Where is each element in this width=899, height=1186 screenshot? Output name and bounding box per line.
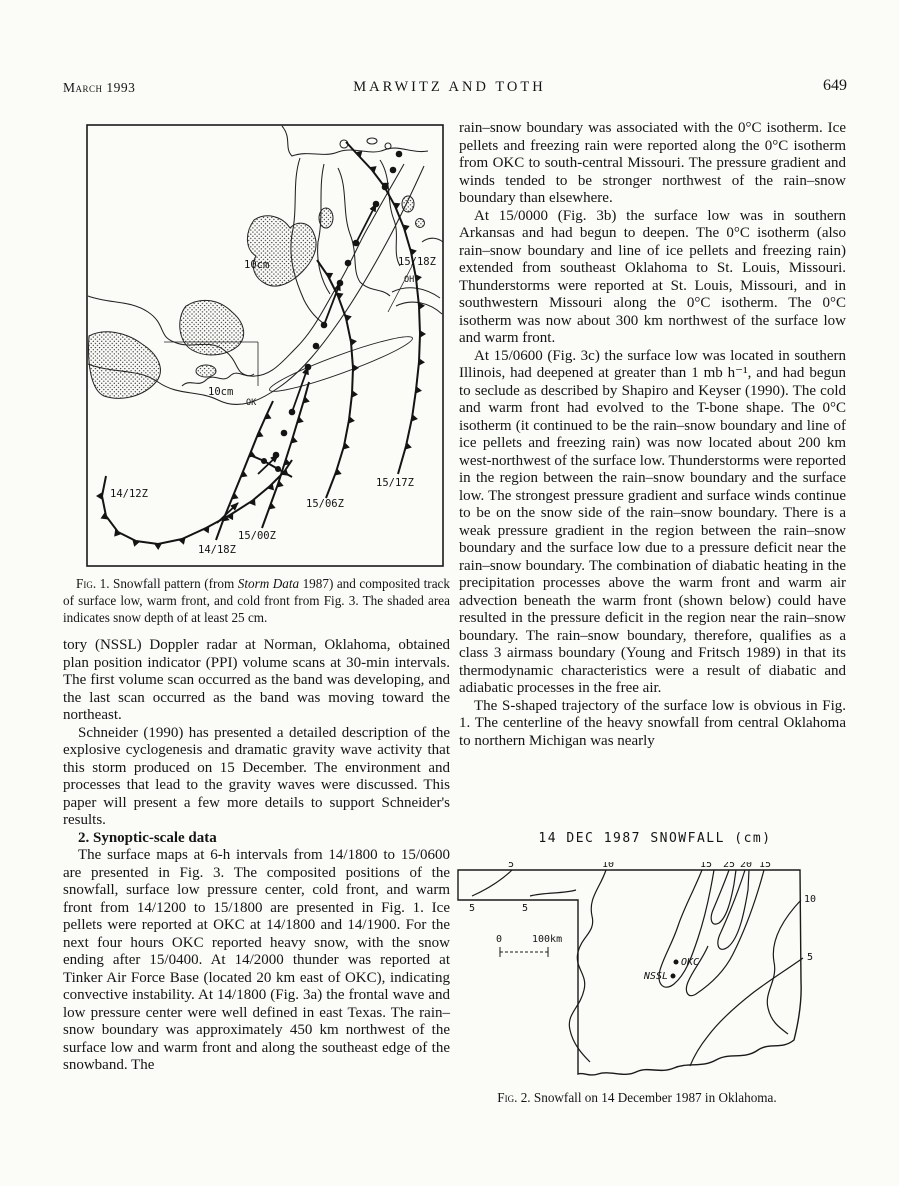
station-dot-nssl <box>671 974 676 979</box>
front-time-label: 15/17Z <box>376 477 414 489</box>
body-paragraph: Schneider (1990) has presented a detailed description of the explosive cyclogenesis and dramatic gravity wave activity that this storm produced on 15 December. The environment and processes that lead to the gravity waves were discussed. This paper will present a few more details to support Schneider's results. <box>63 724 450 828</box>
body-paragraph: At 15/0000 (Fig. 3b) the surface low was in southern Arkansas and had begun to deepen. The 0°C isotherm (also rain–snow boundary and line of ice pellets and freezing rain) extended from southeast Oklahoma to St. Louis, Missouri. Thunderstorms were reported at St. Louis, Missouri, and in southwestern Missouri along the 0°C isotherm. The 0°C isotherm was now about 300 km northwest of the surface low and warm front. <box>459 207 846 346</box>
header-running-title: MARWITZ AND TOTH <box>353 79 546 95</box>
contour-label: 5 <box>807 952 814 963</box>
contour-5 <box>530 890 576 896</box>
contour-label: 10 <box>804 894 817 905</box>
snow-shaded-area <box>89 196 425 398</box>
state-label-oh: OH <box>404 275 415 285</box>
state-label-ok: OK <box>246 398 257 408</box>
figure1-caption-label: Fig. 1. <box>76 576 110 591</box>
contour-label: 5 <box>469 903 476 914</box>
front-time-label: 15/06Z <box>306 498 344 510</box>
right-column <box>459 120 846 750</box>
contour-label: 20 <box>740 862 753 870</box>
contour-15 <box>686 870 764 996</box>
figure1-labels <box>110 256 436 556</box>
label-leader-line <box>388 266 415 312</box>
figure1-caption-text: 1987) and composited track of surface low, warm front, and cold front from Fig. 3. The shaded area indicates snow depth of at least 25 cm. <box>63 576 450 625</box>
figure2-title: 14 DEC 1987 SNOWFALL (cm) <box>538 831 772 846</box>
body-paragraph: The surface maps at 6-h intervals from 14/1800 to 15/0600 are presented in Fig. 3. The composited positions of the snowfall, surface low pressure center, cold front, and warm front from 14/1200 to 15/1800 are presented in Fig. 1. Ice pellets were reported at OKC at 14/1800 and 14/1900. For the next four hours OKC reported heavy snow, with the snow ending after 15/0400. At 14/2000 thunder was reported at Tinker Air Force Base (located 20 km east of OKC), indicating convective instability. At 14/1800 (Fig. 3a) the frontal wave and low pressure center were well defined in east Texas. The rain–snow boundary was approximately 450 km northwest of the surface low and warm front and along the southeast edge of the snowband. The <box>63 847 450 1073</box>
oklahoma-outline <box>458 870 801 1075</box>
figure2-caption <box>437 1090 837 1106</box>
snow-depth-label: 10cm <box>208 386 234 398</box>
figure1-caption-source: Storm Data <box>237 576 300 591</box>
body-paragraph: tory (NSSL) Doppler radar at Norman, Oklahoma, obtained plan position indicator (PPI) volume scans at 30-min intervals. The first volume scan occurred as the band was developing, and the last scan occurred as the band was moving toward the northeast. <box>63 637 450 723</box>
body-paragraph: rain–snow boundary was associated with the 0°C isotherm. Ice pellets and freezing rain were reported along the 0°C isotherm from OKC to south-central Missouri. The pressure gradient and winds tended to be stronger northwest of the rain–snow boundary than elsewhere. <box>459 120 846 206</box>
figure1-svg <box>86 124 444 567</box>
body-paragraph: The S-shaped trajectory of the surface low is obvious in Fig. 1. The centerline of the heavy snowfall from central Oklahoma to northern Michigan was nearly <box>459 697 846 749</box>
figure2-labels <box>469 862 816 982</box>
contour-5 <box>472 870 512 896</box>
body-paragraph: At 15/0600 (Fig. 3c) the surface low was located in southern Illinois, had deepened at greater than 1 mb h⁻¹, and had begun to seclude as described by Shapiro and Keyser (1990). The cold and warm front had evolved to the T-bone shape. The 0°C isotherm (it continued to be the rain–snow boundary and line of ice pellets and freezing rain) was now located about 200 km west-northwest of the surface low. Thunderstorms were reported in the region between the rain–snow boundary and the surface low. The strongest pressure gradient and surface winds continue to be on the snow side of the rain–snow boundary. There is a weak pressure gradient in the region between the rain–snow boundary and the surface low due to a pressure deficit near the rain–snow boundary. The combination of diabatic heating in the precipitation processes above the warm front and warm air advection beneath the warm front (shown below) could have resulted in the pressure deficit in the region near the rain–snow boundary. The rain–snow boundary, therefore, qualifies as a class 3 airmass boundary (Young and Fritsch 1989) in that its thermodynamic characteristics were a result of diabatic and adiabatic processes in the free air. <box>459 347 846 696</box>
front-time-label: 14/12Z <box>110 488 148 500</box>
contour-10 <box>767 900 801 1034</box>
figure1-caption-text: Snowfall pattern (from <box>109 576 238 591</box>
station-label-nssl: NSSL <box>643 971 668 982</box>
front-time-label: 15/00Z <box>238 530 276 542</box>
contour-label: 5 <box>522 903 529 914</box>
station-dot-okc <box>674 960 679 965</box>
contour-label: 25 <box>723 862 736 870</box>
contour-20 <box>718 870 749 949</box>
header-page-number: 649 <box>823 77 847 94</box>
cold-front-15-17z <box>346 142 420 474</box>
contour-5 <box>690 958 803 1066</box>
front-time-label: 14/18Z <box>198 544 236 556</box>
figure2-svg <box>452 862 862 1082</box>
figure2-map <box>452 862 862 1082</box>
contour-25 <box>711 870 736 924</box>
figure1-caption <box>63 575 450 626</box>
contour-label: 10 <box>602 862 615 870</box>
header-issue-date: March 1993 <box>63 80 136 95</box>
section-heading: 2. Synoptic-scale data <box>78 829 217 846</box>
scale-bar <box>500 947 548 957</box>
contour-15 <box>659 870 714 987</box>
contour-label: 15 <box>759 862 772 870</box>
low-track-dots <box>261 151 402 472</box>
contour-label: 5 <box>508 862 515 870</box>
cold-front-lines <box>102 142 420 544</box>
station-label-okc: OKC <box>681 957 700 968</box>
snow-depth-label: 10cm <box>244 259 270 271</box>
contour-10 <box>569 870 606 1062</box>
contour-label: 15 <box>700 862 713 870</box>
left-column <box>63 637 450 1075</box>
cold-front-15-00z <box>262 382 309 528</box>
scale-zero-label: 0 <box>496 934 503 945</box>
figure2-caption-label: Fig. 2. <box>497 1090 531 1105</box>
figure2-caption-text: Snowfall on 14 December 1987 in Oklahoma. <box>530 1090 777 1105</box>
front-time-label: 15/18Z <box>398 256 436 268</box>
figure1-map <box>86 124 444 567</box>
scale-km-label: 100km <box>532 934 563 945</box>
